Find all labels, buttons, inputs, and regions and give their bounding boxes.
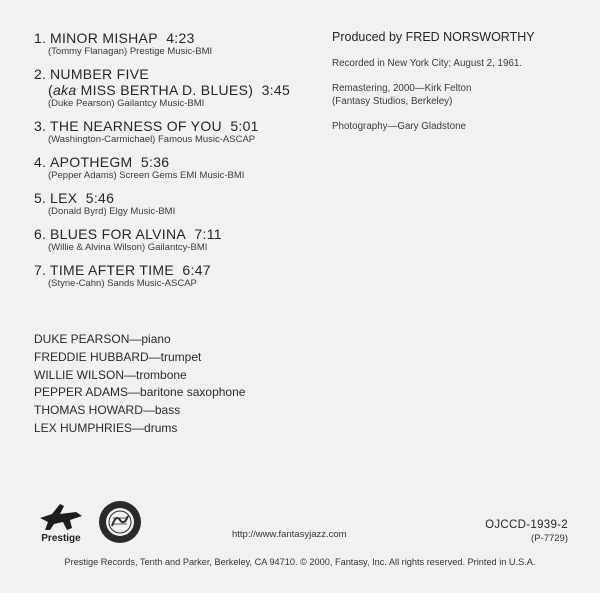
track-time: 3:45	[261, 82, 291, 98]
track-number: 3.	[34, 118, 47, 134]
track-item	[34, 118, 324, 146]
track-item	[34, 30, 324, 58]
track-credit: (Donald Byrd) Elgy Music-BMI	[48, 206, 176, 217]
track-title: MINOR MISHAP	[50, 30, 158, 46]
track-aka-prefix: aka	[52, 82, 77, 98]
remastering-line-2: (Fantasy Studios, Berkeley)	[332, 96, 453, 107]
track-time: 5:36	[140, 154, 170, 170]
catalog-info	[485, 519, 568, 544]
track-title: THE NEARNESS OF YOU	[50, 118, 222, 134]
track-title: BLUES FOR ALVINA	[50, 226, 187, 242]
personnel-item: FREDDIE HUBBARD—trumpet	[34, 349, 202, 364]
personnel-list	[34, 331, 245, 438]
track-aka-open: (	[48, 82, 53, 98]
personnel-item: PEPPER ADAMS—baritone saxophone	[34, 385, 246, 400]
track-title: LEX	[50, 190, 78, 206]
personnel-item: WILLIE WILSON—trombone	[34, 367, 187, 382]
track-credit: (Willie & Alvina Wilson) Gailantcy-BMI	[48, 242, 208, 253]
limited-edition-seal	[98, 500, 142, 544]
personnel-item: DUKE PEARSON—piano	[34, 332, 171, 346]
recording-info: Recorded in New York City; August 2, 1961.	[332, 58, 523, 69]
website-link[interactable]: http://www.fantasyjazz.com	[232, 529, 347, 540]
remastering-info	[332, 82, 582, 108]
track-credit: (Duke Pearson) Gailantcy Music-BMI	[48, 98, 205, 109]
track-title: NUMBER FIVE	[50, 66, 149, 82]
original-catalog-number: (P-7729)	[531, 533, 568, 544]
track-item	[34, 190, 324, 218]
personnel-item: LEX HUMPHRIES—drums	[34, 420, 178, 435]
track-credit: (Pepper Adams) Screen Gems EMI Music-BMI	[48, 170, 245, 181]
copyright-footer: Prestige Records, Tenth and Parker, Berkeley, CA 94710. © 2000, Fantasy, Inc. All rights reserved. Printed in U.S.A.	[64, 557, 536, 567]
track-number: 1.	[34, 30, 47, 46]
track-number: 4.	[34, 154, 47, 170]
track-number: 7.	[34, 262, 47, 278]
track-item	[34, 154, 324, 182]
track-credit: (Tommy Flanagan) Prestige Music-BMI	[48, 46, 213, 57]
track-credit: (Styne-Cahn) Sands Music-ASCAP	[48, 278, 197, 289]
track-credit: (Washington-Carmichael) Famous Music-ASCAP	[48, 134, 256, 145]
track-time: 6:47	[182, 262, 211, 278]
track-time: 5:01	[230, 118, 259, 134]
personnel-item: THOMAS HOWARD—bass	[34, 403, 181, 418]
track-item	[34, 262, 324, 290]
track-number: 2.	[34, 66, 47, 82]
prestige-logo	[36, 500, 86, 545]
track-aka-title: MISS BERTHA D. BLUES)	[76, 82, 254, 98]
track-item	[34, 66, 324, 110]
track-time: 4:23	[166, 30, 195, 46]
photography-credit: Photography—Gary Gladstone	[332, 121, 466, 132]
track-time: 7:11	[194, 226, 222, 242]
track-list	[34, 30, 324, 298]
track-time: 5:46	[85, 190, 115, 206]
track-title: TIME AFTER TIME	[50, 262, 175, 278]
catalog-number: OJCCD-1939-2	[485, 519, 568, 531]
remastering-line-1: Remastering, 2000—Kirk Felton	[332, 83, 472, 94]
production-credits	[332, 30, 582, 145]
track-item	[34, 226, 324, 254]
track-number: 5.	[34, 190, 47, 206]
track-number: 6.	[34, 226, 47, 242]
prestige-logo-label: Prestige	[41, 533, 81, 544]
producer-credit: Produced by FRED NORSWORTHY	[332, 30, 535, 44]
track-title: APOTHEGM	[50, 154, 133, 170]
